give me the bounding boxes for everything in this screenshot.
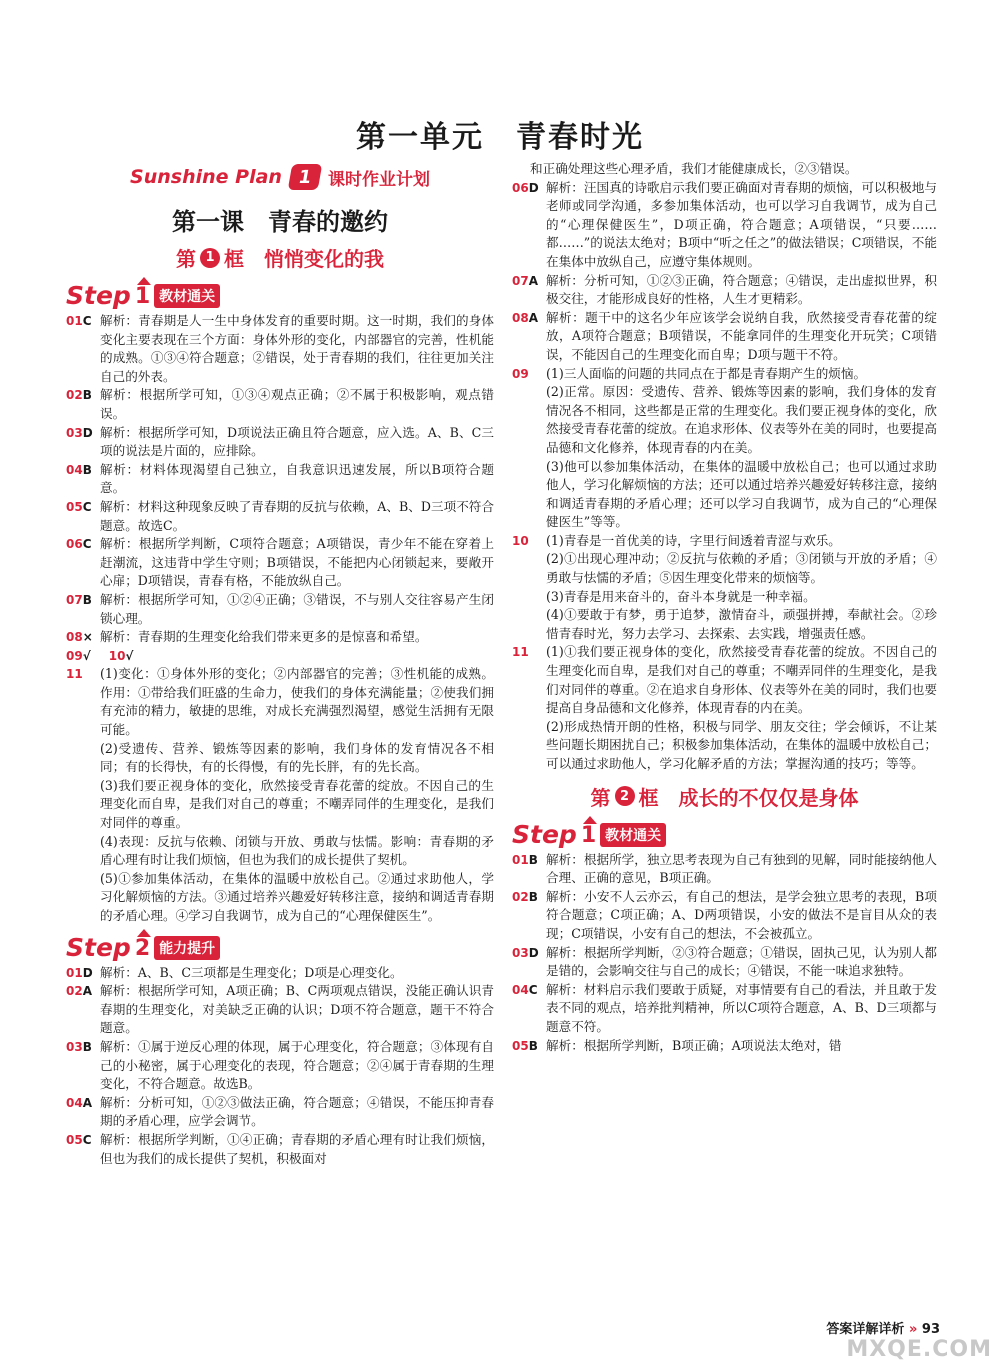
answer-item — [66, 535, 494, 591]
answer-number: 04C — [512, 982, 538, 997]
answer-text: 解析：材料体现渴望自己独立，自我意识迅速发展，所以B项符合题意。 — [100, 461, 494, 496]
answer-text: 解析：汪国真的诗歌启示我们要正确面对青春期的烦恼，可以积极地与老师或同学沟通，多参加集体活动，也可以学习自我调节，成为自己的“心理保健医生”，D项正确，符合题意；A项错误，“只要……都……”的说法太绝对；B项中“听之任之”的做法错误；C项错误，不能在集体中放纵自己，应遵守集体规则。 — [546, 179, 937, 269]
step-word: Step — [66, 281, 131, 310]
answer-number: 04B — [66, 462, 92, 477]
left-step1-answers — [66, 312, 494, 647]
answer-item — [512, 851, 937, 888]
answer-text: 解析：题干中的这名少年应该学会说纳自我，欣然接受青春花蕾的绽放，A项符合题意；B项错误，不能拿同伴的生理变化开玩笑；C项错误，不能因自己的生理变化而自卑；D项与题干不符。 — [546, 309, 937, 362]
step-word: Step — [512, 819, 577, 849]
step-label: 教材通关 — [154, 284, 220, 308]
answer-item — [66, 461, 494, 498]
answer-item — [512, 1037, 937, 1056]
answer-subpart: (2)形成热情开朗的性格，积极与同学、朋友交往；学会倾诉，不让某些问题长期困扰自己；积极参加集体活动，在集体的温暖中放松自己；可以通过求助他人，学习化解矛盾的方法；掌握沟通的技巧；等等。 — [546, 718, 937, 771]
answer-text: 解析：材料启示我们要敢于质疑，对事情要有自己的看法，并且敢于发表不同的观点，培养批判精神，所以C项符合题意，A、B、D三项都与题意不符。 — [546, 981, 937, 1034]
step-number: 2 — [134, 935, 151, 961]
answer-text — [546, 532, 937, 644]
answer-number: 03D — [66, 425, 93, 440]
answer-number: 06C — [66, 537, 92, 552]
right-step1-answers — [512, 851, 937, 1056]
footer-label: 答案详解详析 — [826, 1322, 905, 1337]
answer-text: 解析：根据所学判断，B项正确；A项说法太绝对，错 — [546, 1037, 842, 1053]
answer-subpart: (5)①参加集体活动，在集体的温暖中放松自己。②通过求助他人，学习化解烦恼的方法。③通过培养兴趣爱好转移注意，接纳和调适青春期的矛盾心理。④学习自我调节，成为自己的“心理保健医生”。 — [100, 870, 494, 923]
answer-subpart: (1)①我们要正视身体的变化，欣然接受青春花蕾的绽放。不因自己的生理变化而自卑，是我们对自己的尊重；不嘲弄同伴的生理变化，是我们对同伴的尊重。②在追求自身形体、仪表等外在美的同时，我们也要提高自身品德和文化修养，体现青春的内在美。 — [546, 644, 937, 716]
answer-item — [66, 591, 494, 628]
answer-subpart: (1)青春是一首优美的诗，字里行间透着青涩与欢乐。 — [546, 532, 841, 548]
frame-label: 框 成长的不仅仅是身体 — [638, 785, 859, 810]
answer-number: 02B — [66, 388, 92, 403]
answer-item — [66, 1131, 494, 1168]
plan-chinese-title: 课时作业计划 — [327, 169, 430, 190]
answer-item — [66, 665, 494, 925]
answer-subpart: (2)受遗传、营养、锻炼等因素的影响，我们身体的发育情况各不相同；有的长得快，有的长得慢，有的先长胖，有的先长高。 — [100, 740, 494, 775]
continued-text — [512, 160, 937, 179]
answer-number: 05C — [66, 499, 92, 514]
answer-item — [66, 424, 494, 461]
left-step2-answers — [66, 964, 494, 1169]
answer-number: 11 — [66, 667, 83, 682]
answer-item — [66, 498, 494, 535]
answer-text: 解析：①属于逆反心理的体现，属于心理变化，符合题意；③体现有自己的小秘密，属于心理变化的表现，符合题意；②④属于青春期的生理变化，不符合题意。故选B。 — [100, 1038, 494, 1092]
answer-number: 05B — [512, 1038, 538, 1053]
answer-item — [66, 982, 494, 1038]
tick-answer: 10√ — [108, 648, 134, 663]
frame-number: 2 — [615, 786, 635, 806]
plan-english-title: Sunshine Plan — [130, 166, 282, 188]
answer-subpart: (1)三人面临的问题的共同点在于都是青春期产生的烦恼。 — [546, 365, 867, 381]
answer-text: 解析：根据所学可知，①②④正确；③错误，不与别人交往容易产生闭锁心理。 — [100, 591, 494, 626]
frame-prefix: 第 — [176, 247, 196, 271]
step-number: 1 — [134, 284, 151, 309]
answer-text: 解析：分析可知，①②③正确，符合题意；④错误，走出虚拟世界，积极交往，才能形成良好的性格，人生才更精彩。 — [546, 272, 937, 307]
step-number: 1 — [580, 822, 597, 848]
answer-text: 解析：根据所学可知，①③④观点正确；②不属于积极影响，观点错误。 — [100, 387, 494, 421]
answer-text: 解析：根据所学，独立思考表现为自己有独到的见解，同时能接纳他人合理、正确的意见，B项正确。 — [546, 851, 937, 886]
answer-number: 08A — [512, 310, 538, 325]
answer-text — [100, 665, 494, 925]
frame-title-2 — [512, 782, 937, 811]
answer-number: 11 — [512, 645, 529, 660]
answer-item — [66, 1094, 494, 1131]
continued-answer-text: 和正确处理这些心理矛盾，我们才能健康成长，②③错误。 — [530, 161, 858, 176]
answer-item — [512, 272, 937, 309]
answer-number: 01D — [66, 965, 93, 980]
answer-number: 03B — [66, 1039, 92, 1054]
footer-arrows: » — [908, 1322, 918, 1337]
answer-text: 解析：材料这种现象反映了青春期的反抗与依赖，A、B、D三项不符合题意。故选C。 — [100, 498, 494, 533]
left-column — [66, 160, 494, 1168]
answer-item — [66, 1038, 494, 1094]
answer-text: 解析：小安不人云亦云，有自己的想法，是学会独立思考的表现，B项符合题意；C项正确；A、D两项错误，小安的做法不是盲目从众的表现；C项错误，小安有自己的想法，不会被孤立。 — [546, 888, 937, 941]
answer-subpart: (1)变化：①身体外形的变化；②内部器官的完善；③性机能的成熟。作用：①带给我们旺盛的生命力，使我们的身体充满能量；②使我们拥有充沛的精力，敏捷的思维，对成长充满强烈渴望，感觉生活拥有无限可能。 — [100, 666, 494, 738]
answer-text: 解析：分析可知，①②③做法正确，符合题意；④错误，不能压抑青春期的矛盾心理，应学会调节。 — [100, 1094, 494, 1129]
answer-text: 解析：青春期的生理变化给我们带来更多的是惊喜和希望。 — [100, 629, 428, 645]
frame-prefix: 第 — [590, 785, 611, 810]
answer-text — [546, 365, 937, 532]
answer-subpart: (4)①要敢于有梦，勇于追梦，激情奋斗，顽强拼搏，奉献社会。②珍惜青春时光，努力去学习、去探索、去实践，增强责任感。 — [546, 607, 937, 641]
answer-item — [512, 179, 937, 272]
answer-subpart: (4)表现：反抗与依赖、闭锁与开放、勇敢与怯懦。影响：青春期的矛盾心理有时让我们烦恼，但也为我们的成长提供了契机。 — [100, 833, 494, 868]
answer-text: 解析：根据所学判断，C项符合题意；A项错误，青少年不能在穿着上赶潮流，这违背中学生守则；B项错误，不能把内心闭锁起来，要敞开心扉；D项错误，青春有格，不能放纵自己。 — [100, 536, 494, 589]
answer-item — [512, 532, 937, 644]
answer-number: 02A — [66, 984, 92, 999]
answer-subpart: (2)正常。原因：受遗传、营养、锻炼等因素的影响，我们身体的发育情况各不相同，这些都是正常的生理变化。我们要正视身体的变化，欣然接受青春花蕾的绽放。在追求形体、仪表等外在美的同时，也要提高品德和文化修养，体现青春的内在美。 — [546, 384, 937, 455]
answer-subpart: (3)青春是用来奋斗的，奋斗本身就是一种幸福。 — [546, 588, 816, 604]
right-step2-answers — [512, 179, 937, 365]
step-label: 能力提升 — [154, 936, 220, 960]
step-1-header — [512, 819, 937, 847]
answer-number: 07A — [512, 273, 538, 288]
answer-item — [512, 888, 937, 944]
answer-text: 解析：A、B、C三项都是生理变化；D项是心理变化。 — [100, 964, 403, 980]
page-footer — [826, 1318, 940, 1337]
tick-answer: 09√ — [66, 648, 91, 663]
answer-subpart: (2)①出现心理冲动；②反抗与依赖的矛盾；③闭锁与开放的矛盾；④勇敢与怯懦的矛盾；⑤因生理变化带来的烦恼等。 — [546, 551, 937, 586]
frame-label: 框 悄悄变化的我 — [224, 247, 384, 271]
answer-text: 解析：根据所学可知，D项说法正确且符合题意，应入选。A、B、C三项的说法是片面的，应排除。 — [100, 424, 494, 459]
answer-number: 01B — [512, 852, 538, 867]
answer-number: 08× — [66, 630, 93, 645]
frame-title-1 — [66, 243, 494, 272]
answer-number: 07B — [66, 592, 92, 607]
answer-item — [512, 643, 937, 773]
answer-text: 解析：根据所学可知，A项正确；B、C两项观点错误，没能正确认识青春期的生理变化，对美缺乏正确的认识；D项不符合题意，题干不符合题意。 — [100, 983, 494, 1036]
answer-subpart: (3)他可以参加集体活动，在集体的温暖中放松自己；也可以通过求助他人，学习化解烦恼的方法；还可以通过培养兴趣爱好转移注意，接纳和调适青春期的矛盾心理；还可以学习自我调节，成为自己的“心理保健医生”等等。 — [546, 458, 937, 530]
answer-item — [66, 628, 494, 647]
answer-text: 解析：青春期是人一生中身体发育的重要时期。这一时期，我们的身体变化主要表现在三个方面：身体外形的变化，内部器官的完善，性机能的成熟。①③④符合题意；②错误，处于青春期的我们，往往更加关注自己的外表。 — [100, 313, 494, 384]
answer-item — [512, 309, 937, 365]
answer-item — [66, 964, 494, 983]
answer-number: 02B — [512, 889, 538, 904]
lesson-title: 第一课 青春的邀约 — [172, 208, 388, 236]
answer-text: 解析：根据所学判断，②③符合题意；①错误，固执己见，认为别人都是错的，会影响交往与自己的成长；④错误，不能一味追求独特。 — [546, 944, 937, 979]
step-label: 教材通关 — [600, 823, 666, 847]
plan-banner — [66, 160, 494, 194]
answer-item — [512, 365, 937, 532]
answer-number: 09 — [512, 366, 529, 381]
answer-number: 03D — [512, 945, 539, 960]
answer-text — [546, 643, 937, 773]
answer-number: 04A — [66, 1095, 92, 1110]
plan-number-badge: 1 — [288, 164, 323, 190]
step-2-header — [66, 932, 494, 960]
step-word: Step — [66, 932, 131, 962]
answer-item — [66, 312, 494, 386]
frame-number: 1 — [200, 248, 220, 268]
answer-text: 解析：根据所学判断，①④正确；青春期的矛盾心理有时让我们烦恼，但也为我们的成长提供了契机，积极面对 — [100, 1131, 494, 1166]
answer-item — [66, 386, 494, 423]
answer-number: 06D — [512, 180, 539, 195]
right-column — [512, 160, 937, 1055]
true-false-answers — [66, 647, 494, 666]
answer-item — [512, 981, 937, 1037]
watermark-logo: MXQE.COM — [846, 1337, 992, 1362]
answer-number: 01C — [66, 314, 92, 328]
answer-number: 05C — [66, 1132, 92, 1147]
answer-subpart: (3)我们要正视身体的变化，欣然接受青春花蕾的绽放。不因自己的生理变化而自卑，是我们对自己的尊重；不嘲弄同伴的生理变化，是我们对同伴的尊重。 — [100, 777, 494, 831]
answer-item — [512, 944, 937, 981]
step-1-header — [66, 280, 494, 308]
page-number: 93 — [921, 1322, 940, 1337]
answer-number: 10 — [512, 533, 529, 548]
unit-title: 第一单元 青春时光 — [356, 120, 644, 155]
